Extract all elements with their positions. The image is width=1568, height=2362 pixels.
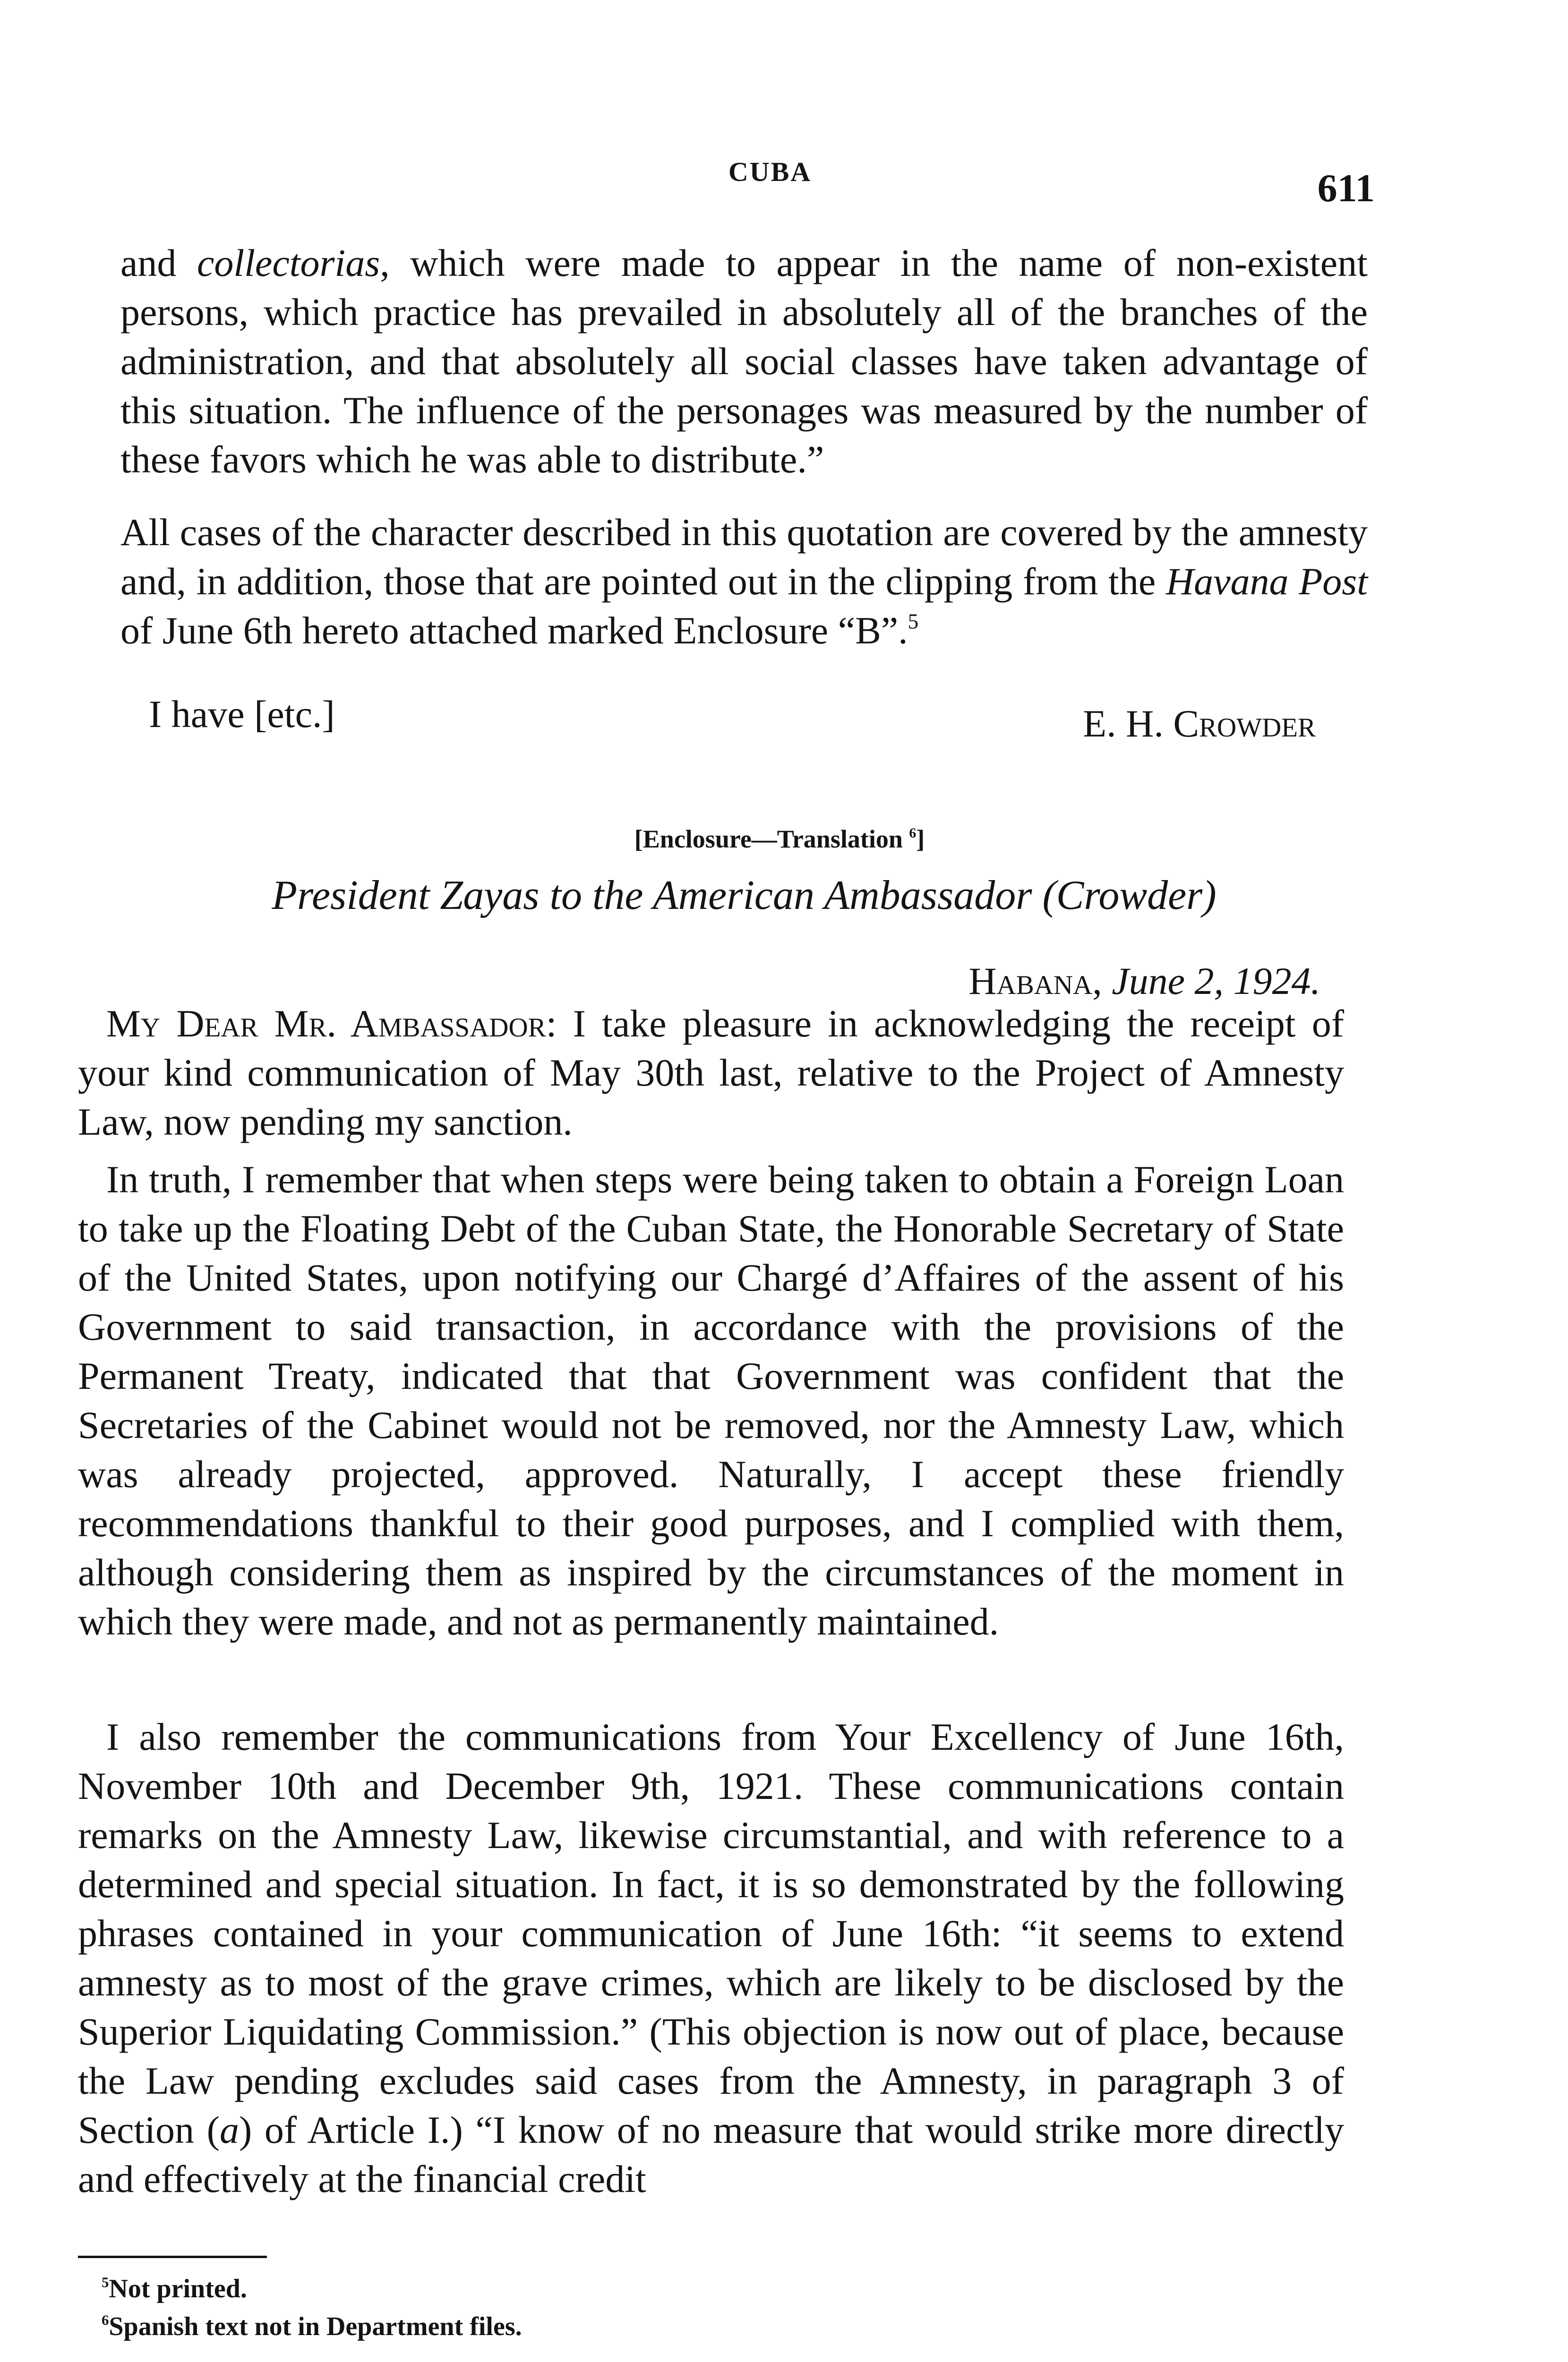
footnotes	[102, 2270, 1046, 2345]
footnote-5	[102, 2270, 1046, 2308]
letter-paragraph-3	[78, 1712, 1344, 2204]
footnote-mark: 6	[102, 2312, 109, 2328]
enclosure-label	[472, 824, 1087, 854]
newspaper-title: Havana Post	[1165, 560, 1368, 603]
letter-paragraph-1	[78, 999, 1344, 1147]
closing-formula: I have [etc.]	[149, 693, 335, 736]
dateline-date: June 2, 1924.	[1112, 959, 1320, 1002]
footnote-divider	[78, 2256, 267, 2258]
letter-paragraph-3-start: I also remember the communications from Your Excellency of June 16th, November 10th and December 9th, 1921. These communications contain remarks on the Amnesty Law, likewise circumstantial, and with reference to a determined and special situation. In fact, it is so demonstrated by the following phrases contained in your communication of June 16th: “it seems to extend amnesty as to most of the grave crimes, which are likely to be disclosed by the Superior Liquidating Commission.” (This objection is now out of place, because the Law pending excludes said cases from the Amnesty, in paragraph 3 of Section (	[78, 1715, 1344, 2151]
closing	[120, 690, 1368, 745]
quote-text-end: , which were made to appear in the name of non-existent persons, which practice has prevailed in absolutely all of the branches of the administration, and that absolutely all social classes have taken advantage of this situation. The influence of the personages was measured by the number of these favors which he was able to distribute.”	[120, 241, 1368, 481]
page-number: 611	[1317, 166, 1375, 210]
letter-paragraph-2: In truth, I remember that when steps were being taken to obtain a Foreign Loan to take up the Floating Debt of the Cuban State, the Honorable Secretary of State of the United States, upon notifying our Chargé d’Affaires of the assent of his Government to said transaction, in accordance with the provisions of the Permanent Treaty, indicated that that Government was confident that the Secretaries of the Cabinet would not be removed, nor the Amnesty Law, which was already projected, approved. Naturally, I accept these friendly recommendations thankful to their good purposes, and I complied with them, although considering them as inspired by the circumstances of the moment in which they were made, and not as permanently maintained.	[78, 1158, 1344, 1643]
footnote-text: Not printed.	[109, 2274, 247, 2303]
footnote-ref-6: 6	[909, 826, 917, 841]
enclosure-label-text: [Enclosure—Translation	[634, 825, 903, 853]
amnesty-paragraph	[120, 508, 1368, 655]
salutation: My Dear Mr. Ambassador:	[106, 1002, 557, 1045]
enclosure-title: President Zayas to the American Ambassador (Crowder)	[272, 873, 1217, 918]
running-head: CUBA	[728, 156, 812, 187]
footnote-ref-5: 5	[908, 609, 919, 633]
letter-paragraph-1-text: I take pleasure in acknowledging the receipt of your kind communication of May 30th last, relative to the Project of Amnesty Law, now pending my sanction.	[78, 1002, 1345, 1143]
quote-text-start: and	[120, 241, 197, 284]
footnote-text: Spanish text not in Department files.	[109, 2312, 522, 2341]
dateline	[120, 959, 1320, 1003]
amnesty-text-start: All cases of the character described in this quotation are covered by the amnesty and, in addition, those that are pointed out in the clipping from the	[120, 511, 1368, 603]
footnote-mark: 5	[102, 2274, 109, 2291]
quote-paragraph	[120, 239, 1368, 484]
section-letter: a	[219, 2108, 239, 2151]
enclosure-label-close: ]	[916, 825, 925, 853]
amnesty-text-end: of June 6th hereto attached marked Enclosure “B”.	[120, 609, 908, 652]
dateline-place: Habana,	[968, 959, 1102, 1002]
signature: E. H. Crowder	[1083, 702, 1316, 745]
footnote-6	[102, 2308, 1046, 2345]
letter-paragraph-3-end: ) of Article I.) “I know of no measure that would strike more directly and effectively at the financial credit	[78, 2108, 1344, 2200]
quote-italic-term: collectorias	[197, 241, 380, 284]
